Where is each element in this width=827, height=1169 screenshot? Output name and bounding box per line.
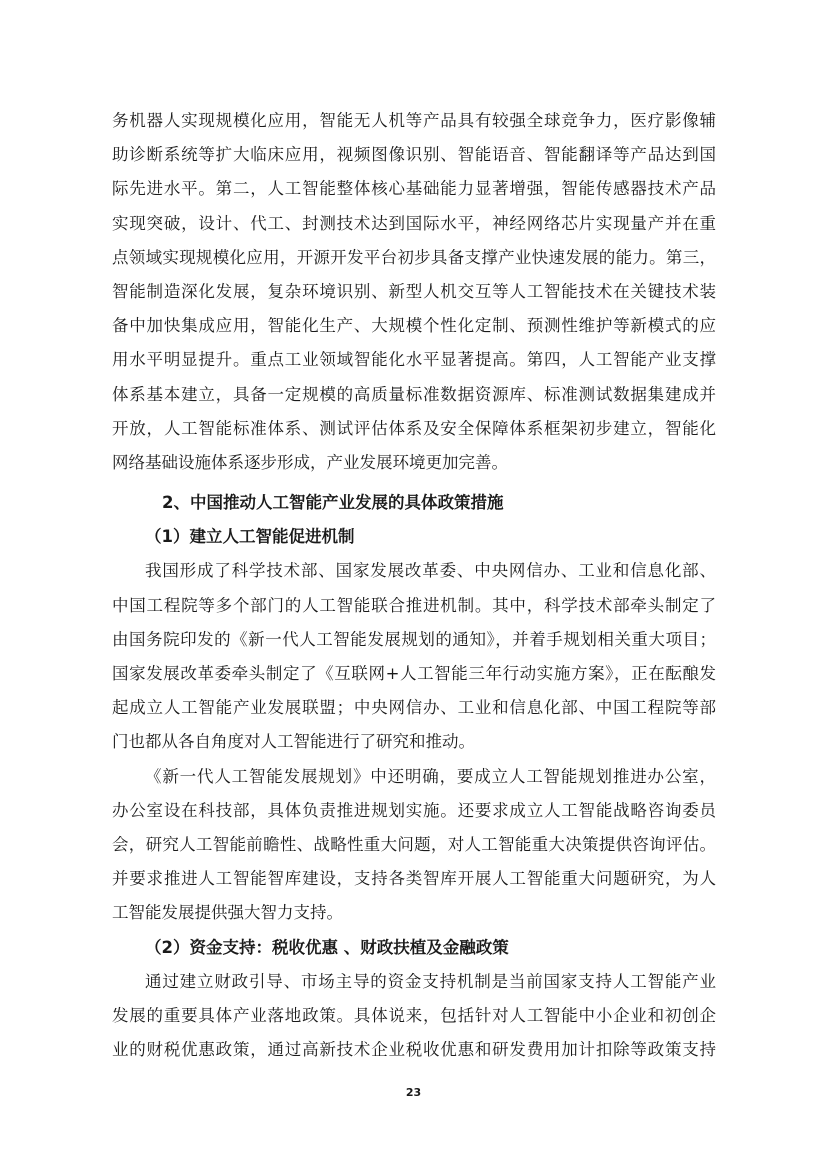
text-line: 实现突破，设计、代工、封测技术达到国际水平，神经网络芯片实现量产并在重 xyxy=(112,213,716,233)
text-line: 体系基本建立，具备一定规模的高质量标准数据资源库、标准测试数据集建成并 xyxy=(112,384,716,404)
text-line: 用水平明显提升。重点工业领域智能化水平显著提高。第四，人工智能产业支撑 xyxy=(112,350,716,370)
text-line: 《新一代人工智能发展规划》中还明确，要成立人工智能规划推进办公室， xyxy=(145,766,716,786)
text-line: 业的财税优惠政策，通过高新技术企业税收优惠和研发费用加计扣除等政策支持 xyxy=(112,1040,716,1060)
text-line: 国家发展改革委牵头制定了《互联网+人工智能三年行动实施方案》，正在酝酿发 xyxy=(112,664,716,683)
page-number: 23 xyxy=(405,1086,422,1099)
text-line: 通过建立财政引导、市场主导的资金支持机制是当前国家支持人工智能产业 xyxy=(145,971,716,991)
text-line: 办公室设在科技部，具体负责推进规划实施。还要求成立人工智能战略咨询委员 xyxy=(112,800,716,820)
subsection-heading: （2）资金支持：税收优惠 、财政扶植及金融政策 xyxy=(145,937,509,957)
text-line: 务机器人实现规模化应用，智能无人机等产品具有较强全球竞争力，医疗影像辅 xyxy=(112,111,716,130)
text-line: 备中加快集成应用，智能化生产、大规模个性化定制、预测性维护等新模式的应 xyxy=(112,316,716,336)
text-line: 会，研究人工智能前瞻性、战略性重大问题，对人工智能重大决策提供咨询评估。 xyxy=(112,834,716,854)
text-line: 由国务院印发的《新一代人工智能发展规划的通知》，并着手规划相关重大项目； xyxy=(112,629,716,649)
text-line: 起成立人工智能产业发展联盟；中央网信办、工业和信息化部、中国工程院等部 xyxy=(112,698,716,718)
document-body xyxy=(112,104,716,1067)
text-line: 工智能发展提供强大智力支持。 xyxy=(112,903,343,923)
text-line: 门也都从各自角度对人工智能进行了研究和推动。 xyxy=(112,732,475,752)
text-line: 发展的重要具体产业落地政策。具体说来，包括针对人工智能中小企业和初创企 xyxy=(112,1005,716,1025)
text-line: 网络基础设施体系逐步形成，产业发展环境更加完善。 xyxy=(112,452,508,472)
text-line: 开放，人工智能标准体系、测试评估体系及安全保障体系框架初步建立，智能化 xyxy=(112,418,716,438)
text-line: 智能制造深化发展，复杂环境识别、新型人机交互等人工智能技术在关键技术装 xyxy=(112,281,716,301)
section-heading: 2、中国推动人工智能产业发展的具体政策措施 xyxy=(162,493,504,513)
subsection-heading: （1）建立人工智能促进机制 xyxy=(145,527,355,547)
text-line: 并要求推进人工智能智库建设，支持各类智库开展人工智能重大问题研究，为人 xyxy=(112,869,716,889)
text-line: 我国形成了科学技术部、国家发展改革委、中央网信办、工业和信息化部、 xyxy=(145,561,716,581)
text-line: 中国工程院等多个部门的人工智能联合推进机制。其中，科学技术部牵头制定了 xyxy=(112,595,716,615)
text-line: 际先进水平。第二，人工智能整体核心基础能力显著增强，智能传感器技术产品 xyxy=(112,179,716,199)
text-line: 助诊断系统等扩大临床应用，视频图像识别、智能语音、智能翻译等产品达到国 xyxy=(112,145,716,165)
text-line: 点领域实现规模化应用，开源开发平台初步具备支撑产业快速发展的能力。第三， xyxy=(112,247,716,267)
